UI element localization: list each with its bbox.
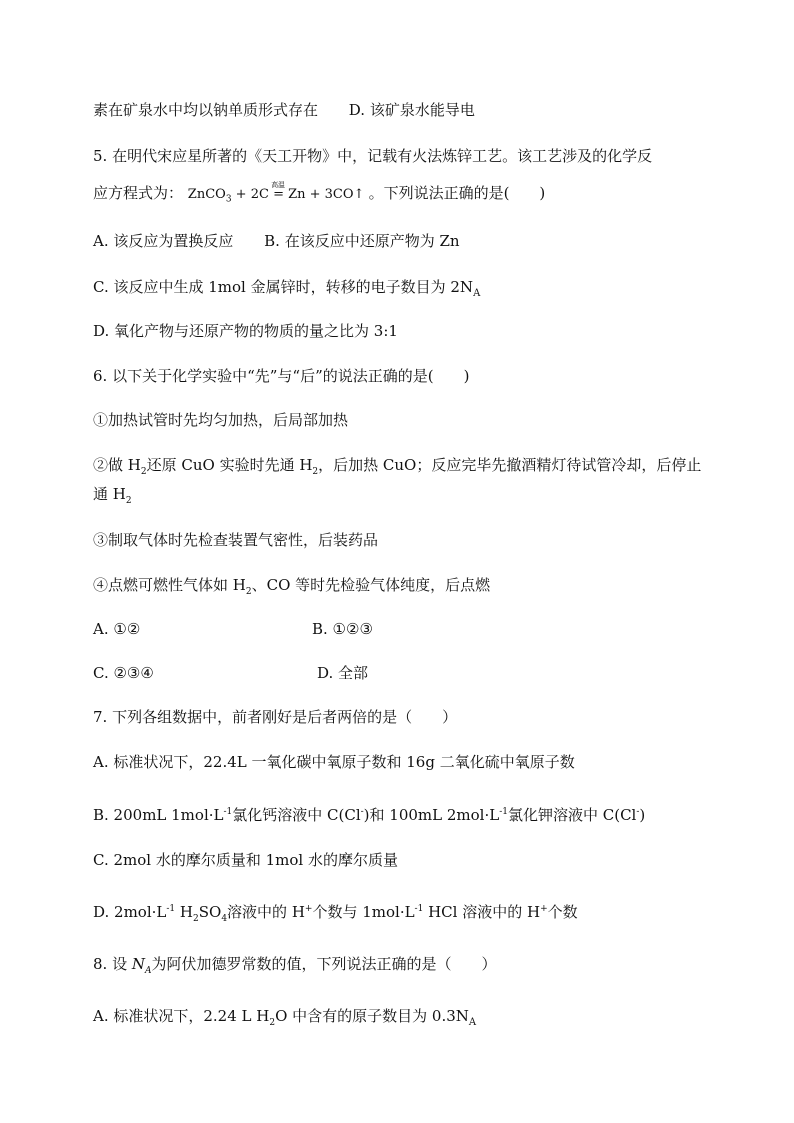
q6-item-4b: 、CO 等时先检验气体纯度，后点燃 xyxy=(251,576,491,594)
q7d-sup1: -1 xyxy=(166,904,176,914)
q5-option-d-text: D. 氧化产物与还原产物的物质的量之比为 3:1 xyxy=(93,322,398,340)
q8-a: 8. 设 xyxy=(93,955,132,973)
text-l1a: 素在矿泉水中均以钠单质形式存在 xyxy=(93,101,319,119)
q5-stem-line2a: 应方程式为： xyxy=(93,184,184,202)
q7b-3: )和 100mL 2mol·L xyxy=(363,806,500,824)
q7d-3: SO xyxy=(198,903,222,921)
line-prev-option-c xyxy=(93,100,475,120)
q5-stem-line2b: 。下列说法正确的是( ) xyxy=(368,184,546,202)
q5-stem-line1: 5. 在明代宋应星所著的《天工开物》中，记载有火法炼锌工艺。该工艺涉及的化学反 xyxy=(93,147,653,165)
q6-option-c: C. ②③④ xyxy=(93,664,154,682)
q7b-1: B. 200mL 1mol·L xyxy=(93,806,224,824)
q5-option-d xyxy=(93,321,398,341)
q7d-7: 个数 xyxy=(547,903,578,921)
q6-options-ab xyxy=(93,619,373,639)
q5-option-b: B. 在该反应中还原产物为 Zn xyxy=(264,232,460,250)
q6-item-2d: 通 H xyxy=(93,485,126,503)
q6-item-4 xyxy=(93,575,490,602)
q5-options-ab xyxy=(93,231,460,251)
q6-item-3-text: ③制取气体时先检查装置气密性，后装药品 xyxy=(93,531,379,549)
q7d-plus2: + xyxy=(540,904,548,914)
q7b-2: 氯化钙溶液中 C(Cl xyxy=(232,806,361,824)
q7d-sup2: -1 xyxy=(414,904,424,914)
question-8-stem xyxy=(93,954,497,981)
eq-products: Zn + 3CO↑ xyxy=(283,187,365,202)
q6-item-2-cont xyxy=(93,484,132,511)
q8-b: 为阿伏加德罗常数的值，下列说法正确的是（ ） xyxy=(151,955,497,973)
question-6-stem xyxy=(93,366,469,386)
q8-opt-a1: A. 标准状况下，2.24 L H xyxy=(93,1007,270,1025)
q5-equation xyxy=(187,181,369,205)
q6-item-2b: 还原 CuO 实验时先通 H xyxy=(146,456,313,474)
eq-condition xyxy=(271,181,286,205)
question-5-stem xyxy=(93,146,652,166)
q7d-1: D. 2mol·L xyxy=(93,903,167,921)
sub-2c: 2 xyxy=(125,496,132,506)
q7d-6: HCl 溶液中的 H xyxy=(423,903,541,921)
q7-option-a-text: A. 标准状况下，22.4L 一氧化碳中氧原子数和 16g 二氧化硫中氧原子数 xyxy=(93,753,575,771)
q8-sub-a2: A xyxy=(468,1017,477,1028)
sub-2a: 2 xyxy=(140,467,147,477)
eq-cond-text: 高温 xyxy=(271,181,286,189)
q5-option-a: A. 该反应为置换反应 xyxy=(93,232,234,250)
q7d-5: 个数与 1mol·L xyxy=(312,903,415,921)
sub-2b: 2 xyxy=(312,467,319,477)
q6-item-1 xyxy=(93,410,348,430)
question-5-stem-line2 xyxy=(93,183,545,210)
q6-option-a: A. ①② xyxy=(93,620,141,638)
q7d-4: 溶液中的 H xyxy=(227,903,305,921)
q6-option-b: B. ①②③ xyxy=(312,620,373,638)
q7-stem-text: 7. 下列各组数据中，前者刚好是后者两倍的是（ ） xyxy=(93,708,458,726)
q7b-minus2: - xyxy=(636,807,640,817)
text-l1b: D. 该矿泉水能导电 xyxy=(348,101,475,119)
q6-item-3 xyxy=(93,530,378,550)
q7-option-c xyxy=(93,850,398,870)
eq-znco: ZnCO xyxy=(187,187,226,202)
q6-options-cd xyxy=(93,663,369,683)
q7b-5: ) xyxy=(639,806,646,824)
q6-item-4a: ④点燃可燃性气体如 H xyxy=(93,576,246,594)
q7b-4: 氯化钾溶液中 C(Cl xyxy=(507,806,637,824)
q5-option-c-text: C. 该反应中生成 1mol 金属锌时，转移的电子数目为 2N xyxy=(93,278,474,296)
q8-sub2: 2 xyxy=(269,1018,276,1028)
q6-option-d: D. 全部 xyxy=(317,664,369,682)
q8-sub-a: A xyxy=(144,966,152,976)
q7d-plus1: + xyxy=(304,904,313,914)
q7b-minus1: - xyxy=(360,807,364,817)
q8-opt-a2: O 中含有的原子数目为 0.3N xyxy=(275,1007,469,1025)
sub-2d: 2 xyxy=(245,587,252,597)
eq-equals: = xyxy=(273,187,284,202)
q6-item-2c: ，后加热 CuO；反应完毕先撤酒精灯待试管冷却，后停止 xyxy=(318,456,702,474)
q6-item-1-text: ①加热试管时先均匀加热，后局部加热 xyxy=(93,411,349,429)
q7-option-b xyxy=(93,802,645,825)
question-7-stem xyxy=(93,707,457,727)
q5-option-c xyxy=(93,277,480,304)
q8-n: N xyxy=(131,955,145,973)
q6-stem-text: 6. 以下关于化学实验中“先”与“后”的说法正确的是( ) xyxy=(93,367,470,385)
q7d-sub4: 4 xyxy=(221,914,228,924)
q6-item-2a: ②做 H xyxy=(93,456,141,474)
q7d-sub2: 2 xyxy=(193,914,199,924)
eq-2c: + 2C xyxy=(231,187,274,202)
q7-option-c-text: C. 2mol 水的摩尔质量和 1mol 水的摩尔质量 xyxy=(93,851,398,869)
eq-sub3: 3 xyxy=(225,194,232,205)
q7-option-a xyxy=(93,752,575,772)
q8-option-a xyxy=(93,1006,476,1033)
q7b-sup2: -1 xyxy=(499,807,508,817)
q5-option-c-sub: A xyxy=(473,288,481,299)
q7d-2: H xyxy=(175,903,193,921)
q6-item-2 xyxy=(93,455,701,482)
q7-option-d xyxy=(93,899,578,929)
q7b-sup1: -1 xyxy=(223,807,233,817)
